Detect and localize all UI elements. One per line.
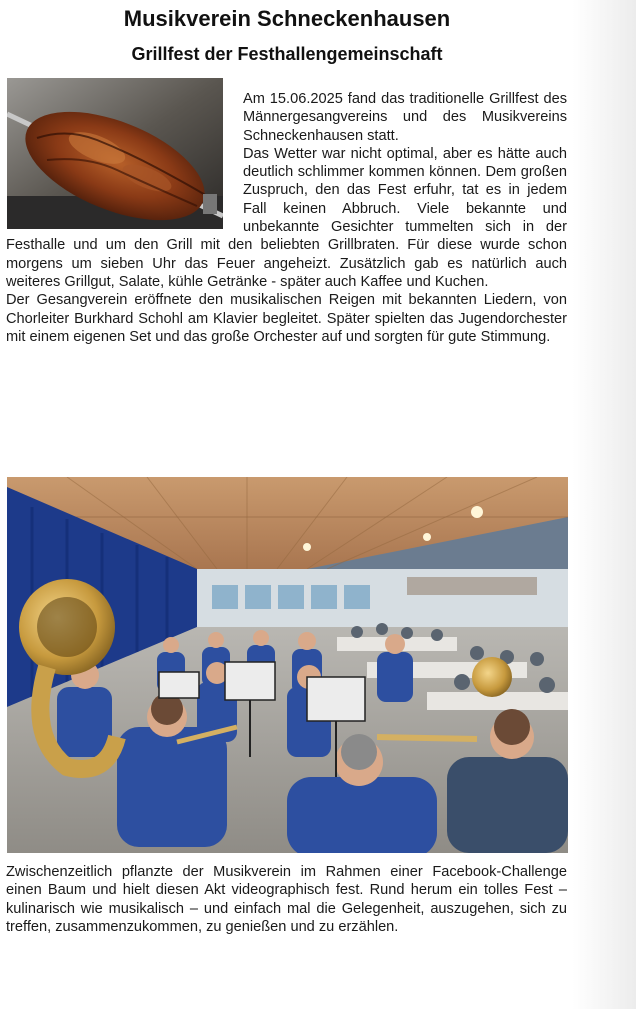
article-body-top (6, 90, 567, 346)
article-subtitle: Grillfest der Festhallengemeinschaft (131, 44, 443, 64)
article-title: Musikverein Schneckenhausen (123, 6, 451, 31)
paragraph-closing: Zwischenzeitlich pflanzte der Musikverein im Rahmen einer Facebook-Challenge einen Baum und hielt diesen Akt videographisch fest. Rund herum ein tolles Fest – kulinarisch wie musikalisch – und einfach mal die Gelegenheit, auszugehen, sich zu treffen, zusammenzukommen, zu genießen und zu erzählen. (6, 864, 567, 935)
orchestra-photo (7, 477, 568, 853)
article-body-bottom (6, 863, 567, 936)
paragraph-weather: Das Wetter war nicht optimal, aber es hätte auch deutlich schlimmer kommen können. Dem großen Zuspruch, den das Fest erfuhr, tat es in jedem Fall keinen Abbruch. Viele bekannte und unbekannte Gesichter tummelten sich in der Festhalle und um den Grill mit den beliebten Grillbraten. Für diese wurde schon morgens um sieben Uhr das Feuer angeheizt. Zusätzlich gab es natürlich auch weiteres Grillgut, Salate, kühle Getränke - später auch Kaffee und Kuchen. (6, 145, 567, 290)
paragraph-intro: Am 15.06.2025 fand das traditionelle Grillfest des Männergesangvereins und des Musikvereins Schneckenhausen statt. (243, 91, 567, 144)
paragraph-music: Der Gesangverein eröffnete den musikalischen Reigen mit bekannten Liedern, von Chorleiter Burkhard Schohl am Klavier begleitet. Später spielten das Jugendorchester mit einem eigenen Set und das große Orchester auf und sorgten für gute Stimmung. (6, 292, 567, 345)
